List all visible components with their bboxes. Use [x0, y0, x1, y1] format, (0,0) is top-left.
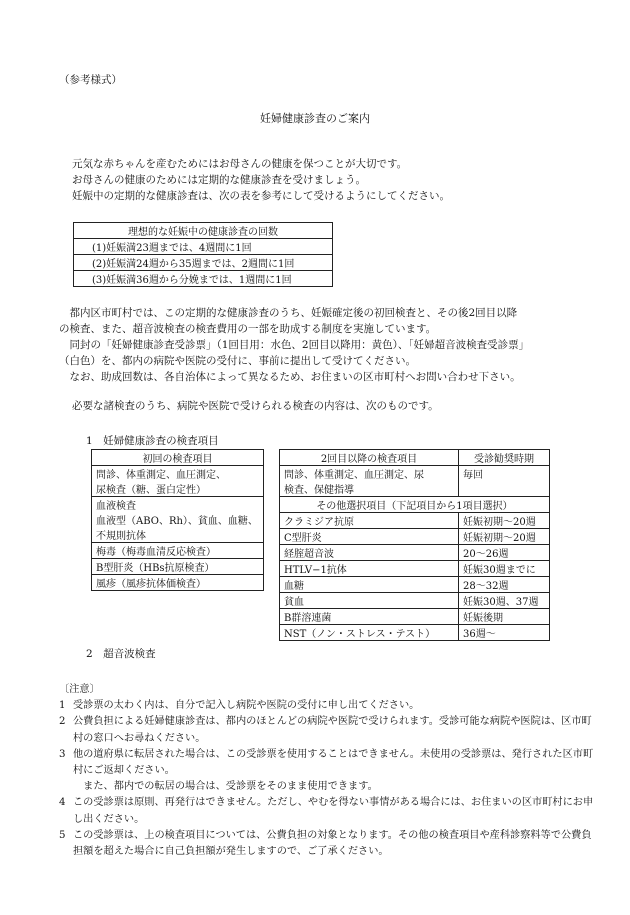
intro-paragraph [72, 156, 592, 204]
option-time: 20〜26週 [459, 545, 550, 561]
first-visit-table [91, 449, 264, 591]
first-visit-row: 梅毒（梅毒血清反応検査） [92, 543, 264, 559]
first-visit-row: 問診、体重測定、血圧測定、 尿検査（糖、蛋白定性） [92, 466, 264, 497]
option-time: 妊娠初期〜20週 [459, 529, 550, 545]
option-item: HTLV−1抗体 [280, 561, 459, 577]
note-item: 2 公費負担による妊婦健康診査は、都内のほとんどの病院や医院で受けられます。受診可能な病院や医院は、区市町村の窓口へお尋ねください。 [59, 716, 592, 744]
subsequent-visit-table [279, 449, 550, 641]
note-item: 4 この受診票は原則、再発行はできません。ただし、やむを得ない事情がある場合には、お住まいの区市町村にお申し出ください。 [59, 797, 594, 825]
frequency-row: (3)妊娠満36週から分娩までは、1週間に1回 [74, 271, 333, 287]
subsidy-line: 都内区市町村では、この定期的な健康診査のうち、妊娠確定後の初回検査と、その後2回目以降 [59, 307, 518, 319]
option-time: 妊娠初期〜20週 [459, 513, 550, 529]
subsidy-line: 同封の「妊婦健康診査受診票」（1回目用：水色、2回目以降用：黄色）、「妊婦超音波検査受診票」 [59, 339, 530, 351]
option-item: C型肝炎 [280, 529, 459, 545]
note-item: 1 受診票の太わく内は、自分で記入し病院や医院の受付に申し出てください。 [59, 700, 420, 712]
basic-item-cell: 問診、体重測定、血圧測定、尿 検査、保健指導 [280, 466, 459, 497]
option-item: 血糖 [280, 577, 459, 593]
tests-intro: 必要な諸検査のうち、病院や医院で受けられる検査の内容は、次のものです。 [72, 400, 439, 412]
first-visit-row: 風疹（風疹抗体価検査） [92, 575, 264, 591]
frequency-row: (2)妊娠満24週から35週までは、2週間に1回 [74, 255, 333, 271]
other-options-header: その他選択項目（下記項目から1項目選択） [280, 497, 550, 513]
basic-time-cell: 毎回 [459, 466, 550, 497]
option-item: 経腟超音波 [280, 545, 459, 561]
subsidy-line: の検査、また、超音波検査の検査費用の一部を助成する制度を実施しています。 [59, 323, 437, 335]
option-item: 貧血 [280, 593, 459, 609]
first-visit-row: B型肝炎（HBs抗原検査） [92, 559, 264, 575]
option-time: 36週〜 [459, 625, 550, 641]
first-visit-header: 初回の検査項目 [92, 450, 264, 466]
frequency-row: (1)妊娠満23週までは、4週間に1回 [74, 239, 333, 255]
notes-section [59, 682, 599, 860]
subsidy-paragraph [59, 305, 579, 385]
notes-title: 〔注意〕 [59, 684, 100, 695]
subsidy-line: （白色）を、都内の病院や医院の受付に、事前に提出して受けてください。 [59, 355, 416, 367]
subsequent-time-header: 受診勧奨時期 [459, 450, 550, 466]
subsidy-line: なお、助成回数は、各自治体によって異なるため、お住まいの区市町村へお問い合わせ下さい。 [59, 371, 521, 383]
intro-line: 元気な赤ちゃんを産むためにはお母さんの健康を保つことが大切です。 [72, 158, 408, 170]
note-item: また、都内での転居の場合は、受診票をそのまま使用できます。 [73, 781, 378, 793]
page-title: 妊婦健康診査のご案内 [260, 112, 370, 125]
option-item: クラミジア抗原 [280, 513, 459, 529]
frequency-table-header: 理想的な妊娠中の健康診査の回数 [74, 223, 333, 239]
section2-title: 2 超音波検査 [86, 648, 156, 660]
option-item: B群溶連菌 [280, 609, 459, 625]
section1-title: 1 妊婦健康診査の検査項目 [86, 435, 219, 447]
note-item: 5 この受診票は、上の検査項目については、公費負担の対象となります。その他の検査項目や産科診察料等で公費負担額を超えた場合に自己負担額が発生しますので、ご了承ください。 [59, 829, 592, 858]
option-time: 28〜32週 [459, 577, 550, 593]
checkup-frequency-table [73, 222, 333, 287]
intro-line: お母さんの健康のためには定期的な健康診査を受けましょう。 [72, 174, 366, 186]
option-time: 妊娠後期 [459, 609, 550, 625]
option-time: 妊娠30週までに [459, 561, 550, 577]
option-time: 妊娠30週、37週 [459, 593, 550, 609]
subsequent-item-header: 2回目以降の検査項目 [280, 450, 459, 466]
option-item: NST（ノン・ストレス・テスト） [280, 625, 459, 641]
first-visit-row: 血液検査 血液型（ABO、Rh）、貧血、血糖、 不規則抗体 [92, 497, 264, 543]
note-item: 3 他の道府県に転居された場合は、この受診票を使用することはできません。未使用の受診票は、発行された区市町村にご返却ください。 [59, 748, 594, 777]
intro-line: 妊娠中の定期的な健康診査は、次の表を参考にして受けるようにしてください。 [72, 190, 450, 202]
sample-format-label: （参考様式） [59, 74, 122, 86]
